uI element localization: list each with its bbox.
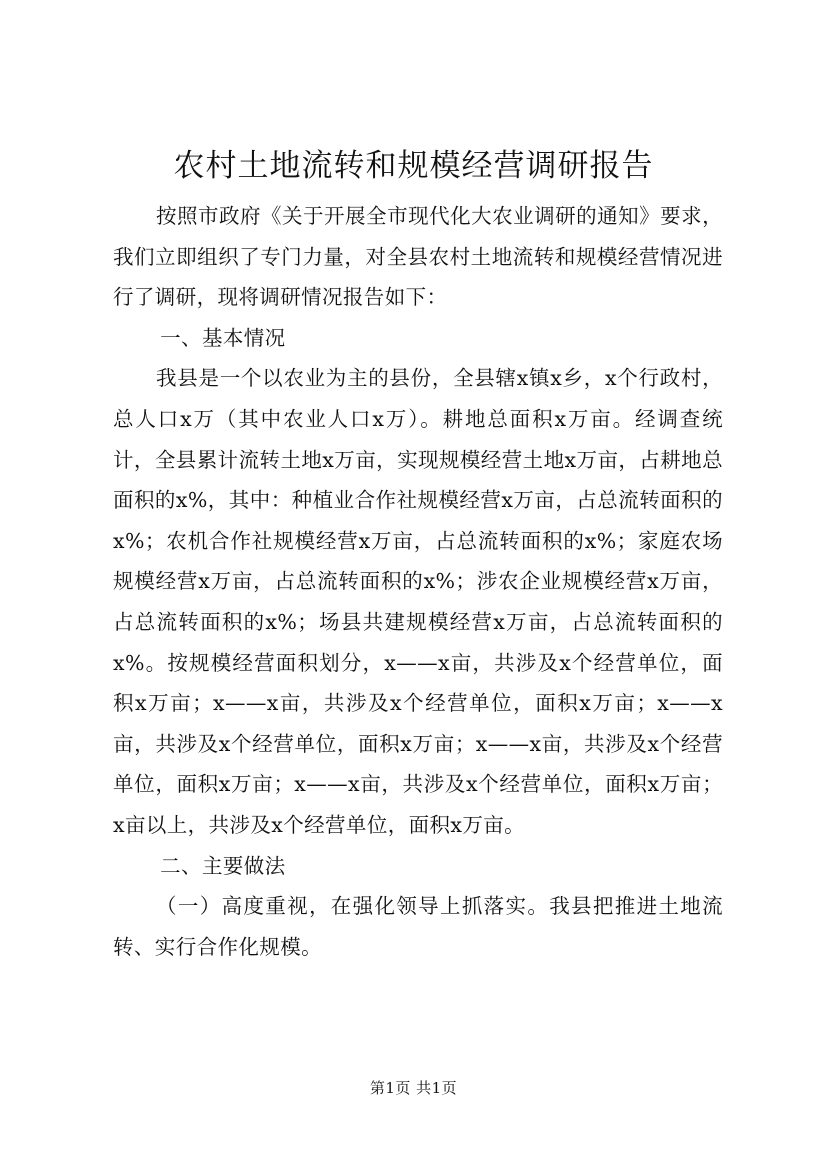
intro-paragraph: 按照市政府《关于开展全市现代化大农业调研的通知》要求，我们立即组织了专门力量，对全县农村土地流转和规模经营情况进行了调研，现将调研情况报告如下： xyxy=(113,204,723,310)
main-practices-paragraph: （一）高度重视，在强化领导上抓落实。我县把推进土地流转、实行合作化规模。 xyxy=(113,894,723,959)
page-number-footer: 第1页 共1页 xyxy=(369,1079,458,1097)
document-title: 农村土地流转和规模经营调研报告 xyxy=(173,148,654,184)
document-body xyxy=(113,196,723,967)
section-heading-main-practices: 二、主要做法 xyxy=(160,853,286,878)
basic-situation-paragraph: 我县是一个以农业为主的县份，全县辖x镇x乡，x个行政村，总人口x万（其中农业人口x万）。耕地总面积x万亩。经调查统计，全县累计流转土地x万亩，实现规模经营土地x万亩，占耕地总面积的x%，其中：种植业合作社规模经营x万亩，占总流转面积的x%；农机合作社规模经营x万亩，占总流转面积的x%；家庭农场规模经营x万亩，占总流转面积的x%；涉农企业规模经营x万亩，占总流转面积的x%；场县共建规模经营x万亩，占总流转面积的x%。按规模经营面积划分，x——x亩，共涉及x个经营单位，面积x万亩；x——x亩，共涉及x个经营单位，面积x万亩；x——x亩，共涉及x个经营单位，面积x万亩；x——x亩，共涉及x个经营单位，面积x万亩；x——x亩，共涉及x个经营单位，面积x万亩；x亩以上，共涉及x个经营单位，面积x万亩。 xyxy=(113,366,723,837)
section-heading-basic-situation: 一、基本情况 xyxy=(160,325,286,350)
